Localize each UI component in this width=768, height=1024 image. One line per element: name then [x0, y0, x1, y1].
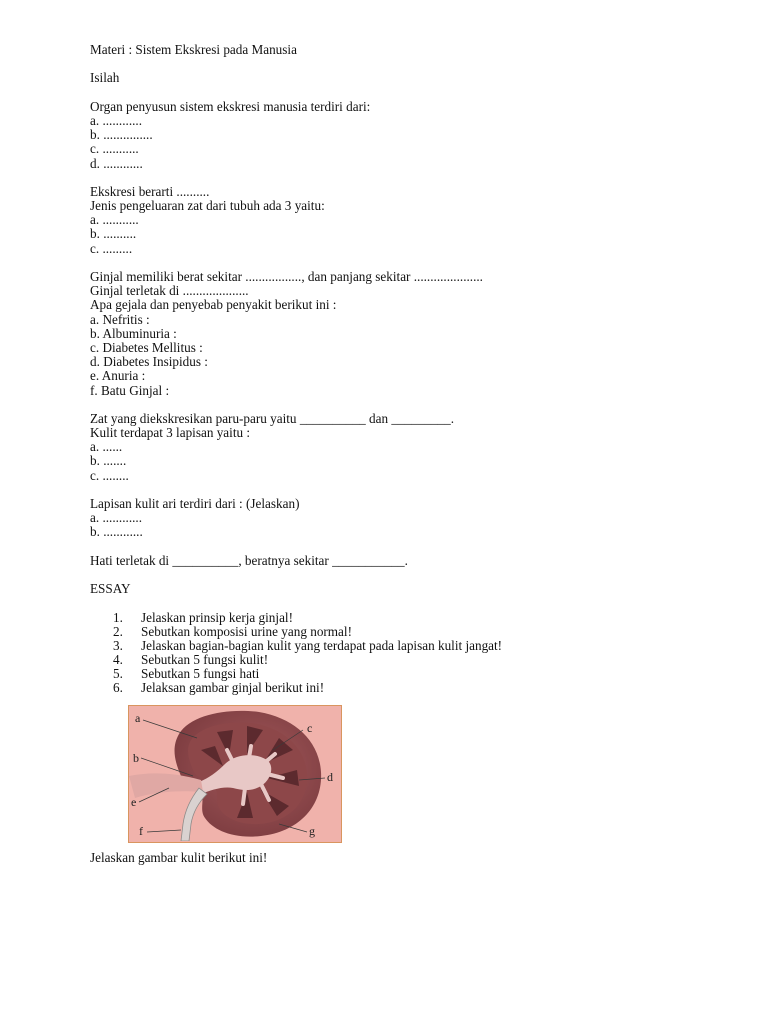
- disease-item: a. Nefritis :: [90, 311, 150, 327]
- page-title: Materi : Sistem Ekskresi pada Manusia: [90, 42, 297, 57]
- essay-item: 3. Jelaskan bagian-bagian kulit yang terdapat pada lapisan kulit jangat!: [113, 637, 503, 653]
- essay-item: 4. Sebutkan 5 fungsi kulit!: [113, 652, 269, 668]
- disease-item: c. Diabetes Mellitus :: [90, 339, 203, 355]
- disease-item: f. Batu Ginjal :: [90, 382, 170, 398]
- question-lapisan-kulit: Kulit terdapat 3 lapisan yaitu :: [90, 425, 251, 441]
- question-ginjal-berat: Ginjal memiliki berat sekitar ................., dan panjang sekitar .....................: [90, 269, 483, 284]
- answer-item: c. ........: [90, 467, 129, 483]
- essay-item: 6. Jelaksan gambar ginjal berikut ini!: [113, 680, 325, 696]
- question-kulit-ari: Lapisan kulit ari terdiri dari : (Jelaskan): [90, 496, 300, 511]
- label-f: f: [139, 824, 143, 838]
- answer-item: c. ...........: [90, 141, 139, 157]
- question-ekskresi: Ekskresi berarti ..........: [90, 183, 210, 199]
- disease-item: b. Albuminuria :: [90, 325, 177, 341]
- label-e: e: [131, 795, 137, 809]
- answer-item: a. ......: [90, 439, 123, 455]
- disease-item: d. Diabetes Insipidus :: [90, 354, 208, 370]
- answer-item: b. .......: [90, 453, 127, 469]
- answer-item: c. .........: [90, 240, 133, 256]
- essay-item: 1. Jelaskan prinsip kerja ginjal!: [113, 609, 293, 625]
- label-a: a: [135, 711, 141, 725]
- essay-item: 5. Sebutkan 5 fungsi hati: [113, 666, 260, 682]
- kidney-diagram: [128, 705, 342, 843]
- question-penyakit: Apa gejala dan penyebab penyakit berikut ini :: [90, 297, 337, 313]
- label-c: c: [307, 721, 313, 735]
- instruction-isilah: Isilah: [90, 70, 120, 86]
- document-body: [90, 43, 730, 696]
- label-d: d: [327, 770, 333, 784]
- disease-item: e. Anuria :: [90, 368, 146, 384]
- answer-item: a. ...........: [90, 212, 139, 228]
- answer-item: b. ..........: [90, 226, 137, 242]
- essay-item: 2. Sebutkan komposisi urine yang normal!: [113, 623, 352, 639]
- answer-item: a. ............: [90, 112, 143, 128]
- question-hati: Hati terletak di __________, beratnya sekitar ___________.: [90, 552, 408, 568]
- closing-instruction: Jelaskan gambar kulit berikut ini!: [90, 850, 268, 865]
- essay-list: [90, 611, 730, 696]
- label-g: g: [309, 824, 315, 838]
- question-organ: Organ penyusun sistem ekskresi manusia terdiri dari:: [90, 98, 371, 114]
- essay-heading: ESSAY: [90, 581, 131, 597]
- question-paru-paru: Zat yang diekskresikan paru-paru yaitu __________ dan _________.: [90, 410, 455, 426]
- answer-item: a. ............: [90, 510, 143, 526]
- answer-item: b. ...............: [90, 127, 153, 143]
- question-pengeluaran: Jenis pengeluaran zat dari tubuh ada 3 yaitu:: [90, 198, 325, 214]
- label-b: b: [133, 751, 139, 765]
- ureter: [181, 788, 207, 841]
- answer-item: b. ............: [90, 524, 143, 540]
- question-ginjal-letak: Ginjal terletak di ....................: [90, 283, 249, 299]
- answer-item: d. ............: [90, 155, 143, 171]
